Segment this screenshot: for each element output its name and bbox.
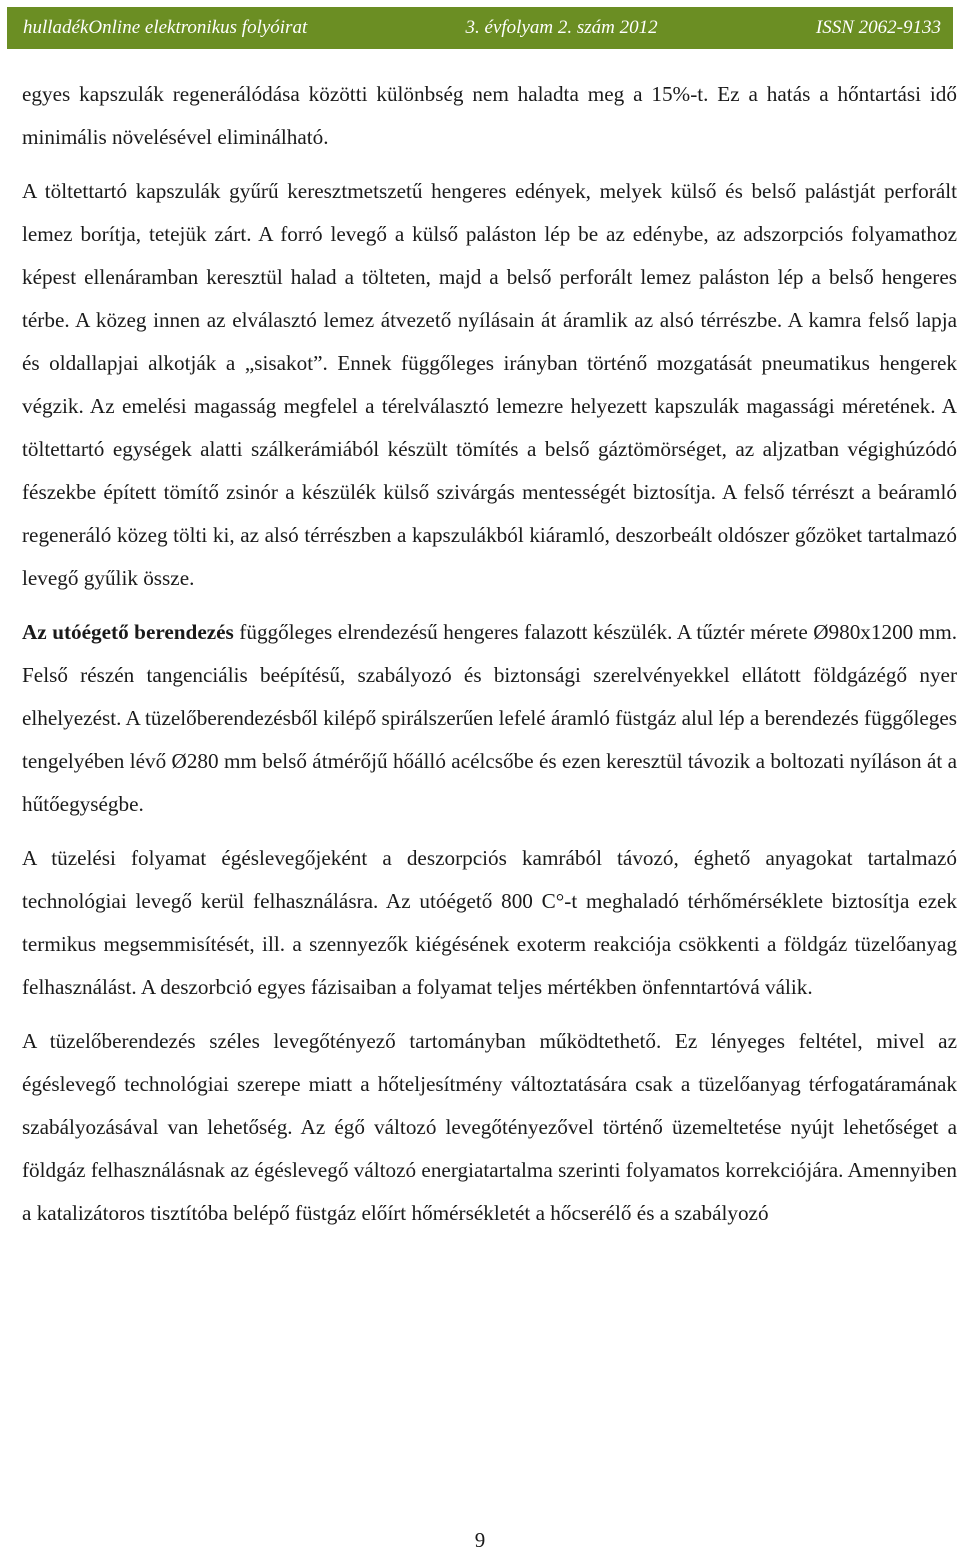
journal-header-bar xyxy=(7,7,953,49)
paragraph-3-text: függőleges elrendezésű hengeres falazott készülék. A tűztér mérete Ø980x1200 mm. Felső részén tangenciális beépítésű, szabályozó és biztonsági szerelvényekkel ellátott földgázégő nyer elhelyezést. A tüzelőberendezésből kilépő spirálszerűen lefelé áramló füstgáz alul lép a berendezés függőleges tengelyében lévő Ø280 mm belső átmérőjű hőálló acélcsőbe és ezen keresztül távozik a boltozati nyíláson át a hűtőegységbe. xyxy=(22,620,958,816)
paragraph-5: A tüzelőberendezés széles levegőtényező tartományban működtethető. Ez lényeges feltétel, mivel az égéslevegő technológiai szerepe miatt a hőteljesítmény változtatására csak a tüzelőanyag térfogatáramának szabályozásával van lehetőség. Az égő változó levegőtényezővel történő üzemeltetése nyújt lehetőséget a földgáz felhasználásnak az égéslevegő változó energiatartalma szerinti folyamatos korrekciójára. Amennyiben a katalizátoros tisztítóba belépő füstgáz előírt hőmérsékletét a hőcserélő és a szabályozó xyxy=(22,1029,957,1225)
paragraph-4: A tüzelési folyamat égéslevegőjeként a deszorpciós kamrából távozó, éghető anyagokat tartalmazó technológiai levegő kerül felhasználásra. Az utóégető 800 C°-t meghaladó térhőmérséklete biztosítja ezek termikus megsemmisítését, ill. a szennyezők kiégésének exoterm reakciója csökkenti a földgáz tüzelőanyag felhasználást. A deszorbció egyes fázisaiban a folyamat teljes mértékben önfenntartóvá válik. xyxy=(22,846,957,999)
page-number: 9 xyxy=(474,1528,486,1552)
article-body xyxy=(22,73,957,1246)
paragraph-1: egyes kapszulák regenerálódása közötti különbség nem haladta meg a 15%-t. Ez a hatás a hőntartási idő minimális növelésével eliminálható. xyxy=(22,82,957,149)
issue-info: 3. évfolyam 2. szám 2012 xyxy=(465,17,658,38)
paragraph-2: A töltettartó kapszulák gyűrű keresztmetszetű hengeres edények, melyek külső és belső palástját perforált lemez borítja, tetejük zárt. A forró levegő a külső paláston lép be az edénybe, az adszorpciós folyamathoz képest ellenáramban keresztül halad a tölteten, majd a belső perforált lemez paláston lép a belső hengeres térbe. A közeg innen az elválasztó lemez átvezető nyílásain át áramlik az alsó térrészbe. A kamra felső lapja és oldallapjai alkotják a „sisakot”. Ennek függőleges irányban történő mozgatását pneumatikus hengerek végzik. Az emelési magasság megfelel a térelválasztó lemezre helyezett kapszulák magassági méretének. A töltettartó egységek alatti szálkerámiából készült tömítés a belső gáztömörséget, az aljzatban végighúzódó fészekbe épített tömítő zsinór a készülék külső szivárgás mentességét biztosítja. A felső térrészt a beáramló regeneráló közeg tölti ki, az alsó térrészben a kapszulákból kiáramló, deszorbeált oldószer gőzöket tartalmazó levegő gyűlik össze. xyxy=(22,179,957,590)
journal-title: hulladékOnline elektronikus folyóirat xyxy=(23,17,308,38)
paragraph-3 xyxy=(22,611,957,826)
bold-term: Az utóégető berendezés xyxy=(22,620,234,644)
issn: ISSN 2062-9133 xyxy=(815,17,941,38)
